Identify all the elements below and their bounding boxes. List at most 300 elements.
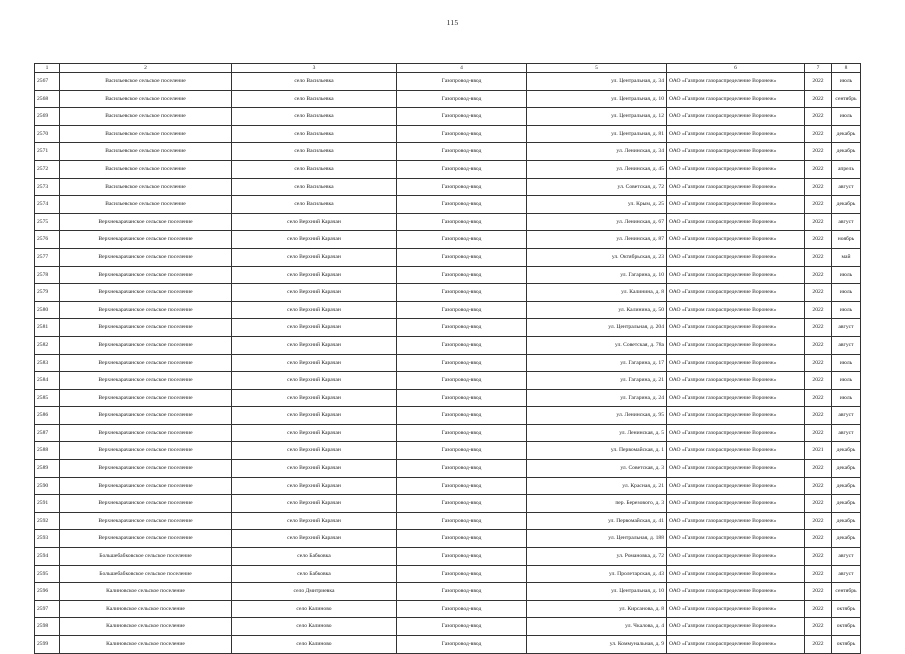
organization: ОАО «Газпром газораспределение Воронеж» [667,424,805,442]
address: ул. Центральная, д. 10 [527,90,667,108]
settlement-name: Васильевское сельское поселение [60,108,232,126]
address: ул. Гагарина, д. 21 [527,372,667,390]
year: 2022 [805,143,832,161]
object-type: Газопровод-ввод [397,565,527,583]
table-row [35,178,861,196]
month: июль [832,389,861,407]
address: ул. Калинина, д. 8 [527,284,667,302]
year: 2022 [805,248,832,266]
row-number: 2593 [35,530,60,548]
row-number: 2580 [35,301,60,319]
object-type: Газопровод-ввод [397,636,527,654]
year: 2022 [805,108,832,126]
village-name: село Верхний Карачан [232,231,397,249]
object-type: Газопровод-ввод [397,266,527,284]
settlement-name: Верхнекарачанское сельское поселение [60,372,232,390]
table-row [35,583,861,601]
object-type: Газопровод-ввод [397,108,527,126]
village-name: село Верхний Карачан [232,424,397,442]
row-number: 2596 [35,583,60,601]
organization: ОАО «Газпром газораспределение Воронеж» [667,160,805,178]
year: 2022 [805,231,832,249]
year: 2022 [805,196,832,214]
settlement-name: Верхнекарачанское сельское поселение [60,512,232,530]
year: 2022 [805,319,832,337]
year: 2022 [805,213,832,231]
row-number: 2571 [35,143,60,161]
settlement-name: Верхнекарачанское сельское поселение [60,248,232,266]
table-row [35,354,861,372]
address: ул. Центральная, д. 12 [527,108,667,126]
settlement-name: Васильевское сельское поселение [60,143,232,161]
year: 2022 [805,600,832,618]
year: 2022 [805,565,832,583]
organization: ОАО «Газпром газораспределение Воронеж» [667,618,805,636]
month: август [832,319,861,337]
address: ул. Ленинская, д. 67 [527,213,667,231]
village-name: село Верхний Карачан [232,213,397,231]
address: ул. Крым, д. 25 [527,196,667,214]
column-number: 7 [805,64,832,73]
month: август [832,178,861,196]
village-name: село Калиново [232,600,397,618]
year: 2022 [805,389,832,407]
organization: ОАО «Газпром газораспределение Воронеж» [667,213,805,231]
row-number: 2573 [35,178,60,196]
village-name: село Верхний Карачан [232,266,397,284]
address: ул. Центральная, д. 34 [527,73,667,91]
table-row [35,442,861,460]
month: июль [832,284,861,302]
row-number: 2570 [35,125,60,143]
year: 2022 [805,354,832,372]
object-type: Газопровод-ввод [397,73,527,91]
row-number: 2578 [35,266,60,284]
settlement-name: Верхнекарачанское сельское поселение [60,284,232,302]
object-type: Газопровод-ввод [397,336,527,354]
settlement-name: Калиновское сельское поселение [60,618,232,636]
object-type: Газопровод-ввод [397,196,527,214]
row-number: 2574 [35,196,60,214]
table-row [35,213,861,231]
village-name: село Васильевка [232,196,397,214]
year: 2022 [805,73,832,91]
settlement-name: Васильевское сельское поселение [60,160,232,178]
settlement-name: Верхнекарачанское сельское поселение [60,477,232,495]
year: 2022 [805,548,832,566]
month: декабрь [832,512,861,530]
object-type: Газопровод-ввод [397,618,527,636]
settlement-name: Верхнекарачанское сельское поселение [60,266,232,284]
village-name: село Васильевка [232,160,397,178]
year: 2022 [805,636,832,654]
village-name: село Верхний Карачан [232,336,397,354]
month: май [832,248,861,266]
year: 2022 [805,618,832,636]
organization: ОАО «Газпром газораспределение Воронеж» [667,108,805,126]
address: ул. Романовка, д. 72 [527,548,667,566]
year: 2022 [805,530,832,548]
settlement-name: Верхнекарачанское сельское поселение [60,424,232,442]
row-number: 2583 [35,354,60,372]
address: ул. Ленинская, д. 87 [527,231,667,249]
year: 2022 [805,284,832,302]
organization: ОАО «Газпром газораспределение Воронеж» [667,125,805,143]
village-name: село Васильевка [232,90,397,108]
organization: ОАО «Газпром газораспределение Воронеж» [667,301,805,319]
table-row [35,600,861,618]
address: ул. Октябрьская, д. 23 [527,248,667,266]
object-type: Газопровод-ввод [397,90,527,108]
year: 2022 [805,512,832,530]
table-row [35,108,861,126]
settlement-name: Верхнекарачанское сельское поселение [60,213,232,231]
address: ул. Красная, д. 21 [527,477,667,495]
object-type: Газопровод-ввод [397,284,527,302]
year: 2022 [805,460,832,478]
object-type: Газопровод-ввод [397,125,527,143]
row-number: 2584 [35,372,60,390]
object-type: Газопровод-ввод [397,583,527,601]
settlement-name: Верхнекарачанское сельское поселение [60,460,232,478]
address: ул. Первомайская, д. 41 [527,512,667,530]
object-type: Газопровод-ввод [397,231,527,249]
address: ул. Кирсанова, д. 8 [527,600,667,618]
table-row [35,336,861,354]
row-number: 2597 [35,600,60,618]
village-name: село Верхний Карачан [232,301,397,319]
address: ул. Пролетарская, д. 43 [527,565,667,583]
address: ул. Чкалова, д. 4 [527,618,667,636]
address: ул. Ленинская, д. 5 [527,424,667,442]
organization: ОАО «Газпром газораспределение Воронеж» [667,548,805,566]
row-number: 2588 [35,442,60,460]
object-type: Газопровод-ввод [397,248,527,266]
settlement-name: Верхнекарачанское сельское поселение [60,495,232,513]
row-number: 2589 [35,460,60,478]
row-number: 2595 [35,565,60,583]
row-number: 2568 [35,90,60,108]
table-row [35,319,861,337]
address: ул. Центральная, д. 10 [527,583,667,601]
village-name: село Верхний Карачан [232,319,397,337]
organization: ОАО «Газпром газораспределение Воронеж» [667,336,805,354]
organization: ОАО «Газпром газораспределение Воронеж» [667,565,805,583]
row-number: 2569 [35,108,60,126]
object-type: Газопровод-ввод [397,160,527,178]
settlement-name: Верхнекарачанское сельское поселение [60,336,232,354]
year: 2022 [805,301,832,319]
village-name: село Верхний Карачан [232,460,397,478]
year: 2022 [805,477,832,495]
settlement-name: Калиновское сельское поселение [60,583,232,601]
month: август [832,336,861,354]
village-name: село Верхний Карачан [232,389,397,407]
year: 2022 [805,407,832,425]
settlement-name: Верхнекарачанское сельское поселение [60,301,232,319]
organization: ОАО «Газпром газораспределение Воронеж» [667,143,805,161]
table-row [35,143,861,161]
object-type: Газопровод-ввод [397,389,527,407]
organization: ОАО «Газпром газораспределение Воронеж» [667,389,805,407]
table-row [35,372,861,390]
year: 2022 [805,583,832,601]
settlement-name: Калиновское сельское поселение [60,636,232,654]
table-row [35,389,861,407]
object-type: Газопровод-ввод [397,530,527,548]
year: 2022 [805,336,832,354]
column-number: 4 [397,64,527,73]
village-name: село Васильевка [232,108,397,126]
year: 2022 [805,178,832,196]
row-number: 2592 [35,512,60,530]
object-type: Газопровод-ввод [397,319,527,337]
year: 2022 [805,266,832,284]
table-row [35,460,861,478]
year: 2022 [805,424,832,442]
address: ул. Коммунальная, д. 9 [527,636,667,654]
object-type: Газопровод-ввод [397,460,527,478]
organization: ОАО «Газпром газораспределение Воронеж» [667,73,805,91]
table-row [35,565,861,583]
settlement-name: Калиновское сельское поселение [60,600,232,618]
address: ул. Центральная, д. 81 [527,125,667,143]
address: ул. Советская, д. 78а [527,336,667,354]
object-type: Газопровод-ввод [397,495,527,513]
table-row [35,530,861,548]
village-name: село Васильевка [232,143,397,161]
address: ул. Ленинская, д. 45 [527,160,667,178]
settlement-name: Верхнекарачанское сельское поселение [60,530,232,548]
month: июль [832,73,861,91]
organization: ОАО «Газпром газораспределение Воронеж» [667,266,805,284]
settlement-name: Верхнекарачанское сельское поселение [60,354,232,372]
table-row [35,160,861,178]
organization: ОАО «Газпром газораспределение Воронеж» [667,284,805,302]
village-name: село Бабковка [232,565,397,583]
address: ул. Советская, д. 3 [527,460,667,478]
object-type: Газопровод-ввод [397,407,527,425]
table-row [35,301,861,319]
table-row [35,424,861,442]
organization: ОАО «Газпром газораспределение Воронеж» [667,354,805,372]
object-type: Газопровод-ввод [397,178,527,196]
address: ул. Гагарина, д. 17 [527,354,667,372]
row-number: 2581 [35,319,60,337]
organization: ОАО «Газпром газораспределение Воронеж» [667,178,805,196]
village-name: село Верхний Карачан [232,407,397,425]
row-number: 2567 [35,73,60,91]
row-number: 2591 [35,495,60,513]
table-row [35,196,861,214]
settlement-name: Верхнекарачанское сельское поселение [60,319,232,337]
month: август [832,548,861,566]
month: сентябрь [832,583,861,601]
village-name: село Васильевка [232,73,397,91]
village-name: село Васильевка [232,125,397,143]
address: ул. Советская, д. 72 [527,178,667,196]
table-row [35,248,861,266]
table-row [35,231,861,249]
settlement-name: Васильевское сельское поселение [60,73,232,91]
settlement-name: Большебабковское сельское поселение [60,548,232,566]
organization: ОАО «Газпром газораспределение Воронеж» [667,636,805,654]
row-number: 2598 [35,618,60,636]
row-number: 2576 [35,231,60,249]
month: декабрь [832,460,861,478]
organization: ОАО «Газпром газораспределение Воронеж» [667,530,805,548]
organization: ОАО «Газпром газораспределение Воронеж» [667,442,805,460]
address: ул. Ленинская, д. 95 [527,407,667,425]
month: декабрь [832,196,861,214]
table-row [35,284,861,302]
row-number: 2599 [35,636,60,654]
year: 2022 [805,125,832,143]
column-number-row [35,64,861,73]
month: декабрь [832,125,861,143]
row-number: 2590 [35,477,60,495]
column-number: 2 [60,64,232,73]
object-type: Газопровод-ввод [397,213,527,231]
settlement-name: Верхнекарачанское сельское поселение [60,442,232,460]
village-name: село Верхний Карачан [232,512,397,530]
month: декабрь [832,477,861,495]
row-number: 2586 [35,407,60,425]
month: август [832,424,861,442]
year: 2022 [805,495,832,513]
settlement-name: Васильевское сельское поселение [60,90,232,108]
object-type: Газопровод-ввод [397,372,527,390]
month: декабрь [832,530,861,548]
month: октябрь [832,636,861,654]
organization: ОАО «Газпром газораспределение Воронеж» [667,248,805,266]
month: сентябрь [832,90,861,108]
village-name: село Верхний Карачан [232,354,397,372]
table-row [35,618,861,636]
village-name: село Калиново [232,636,397,654]
table-row [35,636,861,654]
row-number: 2585 [35,389,60,407]
organization: ОАО «Газпром газораспределение Воронеж» [667,477,805,495]
page-number: 115 [446,18,459,27]
organization: ОАО «Газпром газораспределение Воронеж» [667,460,805,478]
month: октябрь [832,618,861,636]
table-row [35,90,861,108]
settlement-name: Васильевское сельское поселение [60,196,232,214]
organization: ОАО «Газпром газораспределение Воронеж» [667,196,805,214]
column-number: 6 [667,64,805,73]
address: ул. Первомайская, д. 1 [527,442,667,460]
column-number: 3 [232,64,397,73]
month: август [832,213,861,231]
table-row [35,266,861,284]
year: 2022 [805,160,832,178]
table-row [35,407,861,425]
settlement-name: Большебабковское сельское поселение [60,565,232,583]
organization: ОАО «Газпром газораспределение Воронеж» [667,583,805,601]
organization: ОАО «Газпром газораспределение Воронеж» [667,372,805,390]
row-number: 2579 [35,284,60,302]
address: ул. Центральная, д. 188 [527,530,667,548]
village-name: село Верхний Карачан [232,248,397,266]
row-number: 2577 [35,248,60,266]
organization: ОАО «Газпром газораспределение Воронеж» [667,90,805,108]
address: ул. Гагарина, д. 24 [527,389,667,407]
table-row [35,512,861,530]
settlement-name: Верхнекарачанское сельское поселение [60,231,232,249]
settlement-name: Васильевское сельское поселение [60,178,232,196]
village-name: село Дмитриевка [232,583,397,601]
table-row [35,548,861,566]
village-name: село Калиново [232,618,397,636]
village-name: село Бабковка [232,548,397,566]
row-number: 2572 [35,160,60,178]
object-type: Газопровод-ввод [397,424,527,442]
object-type: Газопровод-ввод [397,600,527,618]
organization: ОАО «Газпром газораспределение Воронеж» [667,231,805,249]
row-number: 2594 [35,548,60,566]
village-name: село Верхний Карачан [232,530,397,548]
month: июль [832,266,861,284]
object-type: Газопровод-ввод [397,301,527,319]
village-name: село Верхний Карачан [232,372,397,390]
year: 2022 [805,372,832,390]
address: ул. Гагарина, д. 10 [527,266,667,284]
organization: ОАО «Газпром газораспределение Воронеж» [667,319,805,337]
month: июль [832,108,861,126]
object-type: Газопровод-ввод [397,442,527,460]
month: октябрь [832,600,861,618]
gasification-register-table [34,63,861,654]
address: ул. Ленинская, д. 34 [527,143,667,161]
object-type: Газопровод-ввод [397,143,527,161]
month: август [832,407,861,425]
village-name: село Верхний Карачан [232,442,397,460]
month: июль [832,372,861,390]
table-row [35,73,861,91]
row-number: 2582 [35,336,60,354]
month: август [832,565,861,583]
address: пер. Березового, д. 3 [527,495,667,513]
organization: ОАО «Газпром газораспределение Воронеж» [667,407,805,425]
column-number: 8 [832,64,861,73]
address: ул. Центральная, д. 204 [527,319,667,337]
village-name: село Васильевка [232,178,397,196]
table-row [35,125,861,143]
village-name: село Верхний Карачан [232,495,397,513]
object-type: Газопровод-ввод [397,512,527,530]
table-row [35,477,861,495]
month: ноябрь [832,231,861,249]
settlement-name: Верхнекарачанское сельское поселение [60,407,232,425]
organization: ОАО «Газпром газораспределение Воронеж» [667,512,805,530]
object-type: Газопровод-ввод [397,354,527,372]
table-row [35,495,861,513]
month: июль [832,301,861,319]
month: декабрь [832,495,861,513]
year: 2021 [805,442,832,460]
organization: ОАО «Газпром газораспределение Воронеж» [667,495,805,513]
month: декабрь [832,143,861,161]
column-number: 5 [527,64,667,73]
village-name: село Верхний Карачан [232,477,397,495]
month: июль [832,354,861,372]
month: апрель [832,160,861,178]
village-name: село Верхний Карачан [232,284,397,302]
year: 2022 [805,90,832,108]
month: декабрь [832,442,861,460]
row-number: 2587 [35,424,60,442]
